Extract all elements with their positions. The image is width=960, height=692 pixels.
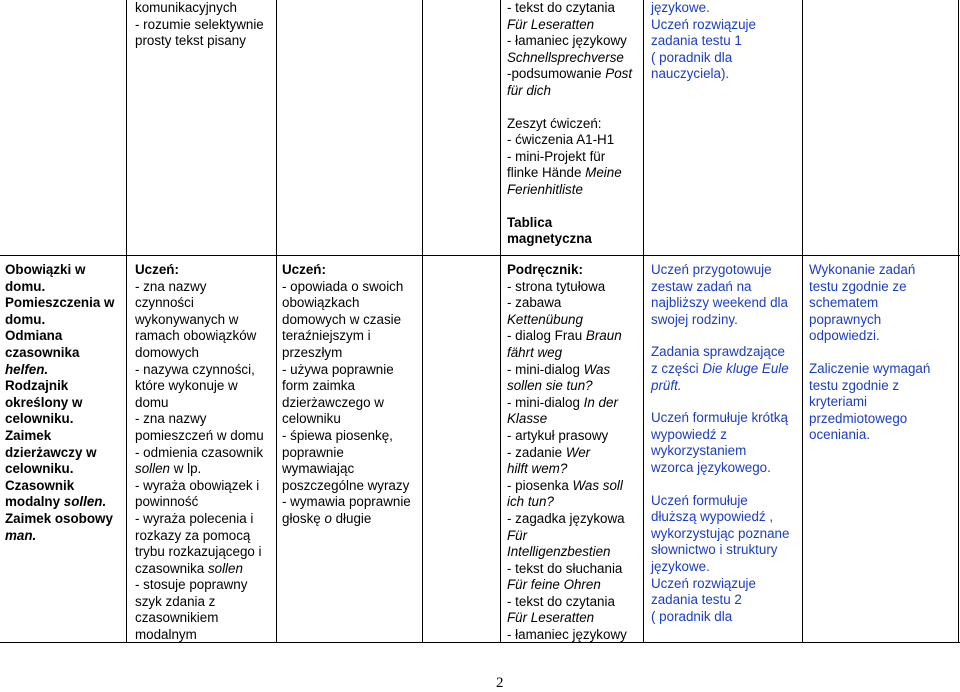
text-line — [282, 362, 411, 379]
line-text-italic: sollen — [207, 560, 243, 576]
line-text: -podsumowanie — [507, 66, 606, 82]
text-line — [282, 262, 411, 279]
text-line — [507, 511, 627, 528]
line-text: komunikacyjnych — [135, 0, 237, 15]
text-line — [135, 33, 264, 50]
line-text: oceniania. — [809, 427, 871, 443]
text-line — [5, 445, 114, 462]
text-line — [282, 411, 411, 428]
line-text: ( poradnik dla — [651, 608, 733, 624]
text-line — [507, 345, 627, 362]
line-text-italic: Wer — [565, 444, 591, 460]
line-text: - nazywa czynności, — [135, 361, 255, 377]
text-line — [809, 378, 930, 395]
blank-line — [651, 328, 789, 344]
line-text: zadania testu 1 — [651, 33, 742, 49]
column-divider — [643, 0, 644, 643]
line-text: Uczeń rozwiązuje — [651, 16, 756, 32]
cell-topics — [5, 262, 114, 544]
line-text: Zaimek osobowy — [5, 510, 113, 526]
text-line — [5, 494, 114, 511]
line-text: - wyraża polecenia i — [135, 510, 254, 526]
text-line — [282, 395, 411, 412]
column-divider — [500, 0, 501, 643]
line-text: - łamaniec językowy — [507, 627, 627, 643]
blank-line — [651, 477, 789, 493]
line-text: poprawnie — [282, 444, 344, 460]
line-text: wykonywanych w — [135, 311, 239, 327]
blank-line — [809, 345, 930, 361]
line-text: - rozumie selektywnie — [135, 16, 264, 32]
text-line — [651, 312, 789, 329]
line-text: teraźniejszym i — [282, 328, 371, 344]
line-text: wymawiając — [282, 461, 355, 477]
text-line — [651, 66, 756, 83]
line-text: Uczeń: — [282, 262, 326, 277]
text-line — [135, 594, 264, 611]
line-text: - artykuł prasowy — [507, 427, 609, 443]
text-line — [5, 279, 114, 296]
text-line — [809, 411, 930, 428]
line-text: - zabawa — [507, 295, 562, 311]
line-text: które wykonuje w — [135, 378, 238, 394]
line-text: magnetyczna — [507, 231, 592, 247]
line-text: Für feine Ohren — [507, 577, 601, 593]
text-line — [507, 577, 627, 594]
text-line — [809, 394, 930, 411]
text-line — [135, 428, 264, 445]
column-divider — [276, 0, 277, 643]
line-text: - stosuje poprawny — [135, 577, 248, 593]
text-line — [507, 594, 627, 611]
line-text: Klasse — [507, 411, 548, 427]
line-text: - wyraża obowiązek i — [135, 477, 260, 493]
text-line — [507, 295, 627, 312]
text-line — [651, 493, 789, 510]
text-line — [809, 295, 930, 312]
line-text: - piosenka — [507, 477, 573, 493]
cell-knowledge — [135, 262, 264, 644]
line-text: - śpiewa piosenkę, — [282, 427, 393, 443]
line-text: Zaimek — [5, 427, 52, 443]
line-text: czynności — [135, 295, 194, 311]
line-text: ich tun? — [507, 494, 554, 510]
text-line — [507, 627, 627, 644]
line-text: prüft. — [651, 377, 682, 393]
text-line — [651, 17, 756, 34]
line-text: flinke Hände — [507, 165, 586, 181]
line-text: Für Leseratten — [507, 16, 595, 32]
text-line — [135, 378, 264, 395]
cell-evaluation — [809, 262, 930, 444]
line-text: językowe. — [651, 0, 710, 15]
text-line — [507, 215, 632, 232]
line-text: fährt weg — [507, 344, 563, 360]
line-text: Czasownik — [5, 477, 75, 493]
line-text: - używa poprawnie — [282, 361, 394, 377]
text-line — [135, 627, 264, 644]
text-line — [5, 395, 114, 412]
text-line — [651, 460, 789, 477]
text-line — [651, 295, 789, 312]
line-text: modalnym — [135, 627, 197, 643]
line-text: Schnellsprechverse — [507, 49, 624, 65]
line-text: odpowiedzi. — [809, 328, 880, 344]
text-line — [282, 345, 411, 362]
line-text: czasownikiem — [135, 610, 219, 626]
line-text: Pomieszczenia w — [5, 295, 115, 311]
text-line — [507, 395, 627, 412]
text-line — [135, 0, 264, 17]
text-line — [282, 295, 411, 312]
column-divider — [422, 0, 423, 643]
line-text: powinność — [135, 494, 199, 510]
text-line — [651, 526, 789, 543]
text-line — [135, 312, 264, 329]
line-text: czasownika — [5, 344, 80, 360]
text-line — [135, 17, 264, 34]
text-line — [507, 262, 627, 279]
text-line — [507, 17, 632, 34]
line-text: słownictwo i struktury — [651, 542, 778, 558]
text-line — [135, 295, 264, 312]
line-text: Kettenübung — [507, 311, 583, 327]
text-line — [135, 362, 264, 379]
line-text: przeszłym — [282, 344, 343, 360]
text-line — [651, 443, 789, 460]
line-text: Podręcznik: — [507, 262, 583, 277]
cell-materials — [507, 262, 627, 644]
line-text: modalny — [5, 494, 64, 510]
text-line — [5, 295, 114, 312]
text-line — [135, 544, 264, 561]
text-line — [507, 610, 627, 627]
blank-line — [507, 199, 632, 215]
text-line — [651, 410, 789, 427]
text-line — [809, 262, 930, 279]
line-text: - strona tytułowa — [507, 278, 606, 294]
text-line — [282, 478, 411, 495]
line-text: ( poradnik dla — [651, 49, 733, 65]
line-text: Uczeń formułuje — [651, 492, 748, 508]
text-line — [507, 428, 627, 445]
line-text: głoskę — [282, 510, 325, 526]
line-text-italic: Braun — [585, 328, 622, 344]
text-line — [135, 445, 264, 462]
line-text: domu — [135, 394, 169, 410]
line-text: domu. — [5, 311, 46, 327]
line-text: sollen — [135, 461, 170, 477]
line-text-italic: Was — [583, 361, 611, 377]
line-text: testu zgodnie ze — [809, 278, 907, 294]
text-line — [135, 561, 264, 578]
text-line — [5, 312, 114, 329]
line-text: przedmiotowego — [809, 410, 908, 426]
column-divider — [802, 0, 803, 643]
text-line — [651, 361, 789, 378]
line-text: Uczeń rozwiązuje — [651, 575, 756, 591]
line-text: Uczeń: — [135, 262, 179, 277]
line-text: dłuższą wypowiedź , — [651, 509, 774, 525]
line-text-italic: o — [324, 510, 332, 526]
line-text: Odmiana — [5, 328, 63, 344]
line-text: Intelligenzbestien — [507, 544, 611, 560]
line-text: rozkazy za pomocą — [135, 527, 251, 543]
page-number: 2 — [496, 675, 504, 691]
text-line — [507, 561, 627, 578]
text-line — [5, 428, 114, 445]
text-line — [651, 279, 789, 296]
line-text-rest: w lp. — [170, 461, 202, 477]
line-text: zestaw zadań na — [651, 278, 752, 294]
text-line — [135, 528, 264, 545]
line-text: kryteriami — [809, 394, 868, 410]
text-line — [5, 262, 114, 279]
text-line — [651, 262, 789, 279]
line-text: wykorzystaniem — [651, 443, 747, 459]
text-line — [5, 345, 114, 362]
line-text: für dich — [507, 82, 551, 98]
line-text: językowe. — [651, 558, 710, 574]
line-text: - tekst do czytania — [507, 593, 615, 609]
cell-tasks — [651, 262, 789, 625]
line-text: Rodzajnik — [5, 378, 69, 394]
text-line — [135, 395, 264, 412]
text-line — [651, 0, 756, 17]
line-text: Zeszyt ćwiczeń: — [507, 115, 602, 131]
line-text: - tekst do czytania — [507, 0, 615, 15]
text-line — [282, 511, 411, 528]
text-line — [282, 428, 411, 445]
text-line — [507, 494, 627, 511]
text-line — [135, 577, 264, 594]
line-text: form zaimka — [282, 378, 355, 394]
text-line — [5, 461, 114, 478]
line-text: Wykonanie zadań — [809, 262, 916, 277]
line-text: dzierżawczego w — [282, 394, 384, 410]
text-line — [282, 461, 411, 478]
column-divider — [126, 0, 127, 643]
text-line — [507, 83, 632, 100]
text-line — [282, 312, 411, 329]
line-text: schematem — [809, 295, 879, 311]
text-line — [135, 262, 264, 279]
line-text: - zagadka językowa — [507, 510, 625, 526]
line-text: Obowiązki w — [5, 262, 86, 277]
text-line — [282, 494, 411, 511]
line-text: - mini-Projekt für — [507, 148, 606, 164]
text-line — [651, 576, 789, 593]
line-text: - zna nazwy — [135, 411, 207, 427]
row-divider — [0, 255, 960, 256]
text-line — [282, 378, 411, 395]
line-text: określony w — [5, 394, 83, 410]
top-cell-skills — [135, 0, 264, 50]
text-line — [651, 609, 789, 626]
text-line — [651, 592, 789, 609]
text-line — [651, 344, 789, 361]
text-line — [5, 511, 114, 528]
text-line — [5, 411, 114, 428]
line-text: - tekst do słuchania — [507, 560, 623, 576]
line-text: sollen sie tun? — [507, 378, 593, 394]
line-text-italic: Was soll — [572, 477, 623, 493]
line-text-italic: Die kluge Eule — [702, 360, 789, 376]
line-text: Uczeń przygotowuje — [651, 262, 772, 277]
line-text: swojej rodziny. — [651, 311, 738, 327]
line-text: najbliższy weekend dla — [651, 295, 788, 311]
line-text: domowych — [135, 344, 200, 360]
line-text: man. — [5, 527, 37, 543]
text-line — [651, 542, 789, 559]
line-text: celowniku. — [5, 461, 74, 477]
text-line — [651, 33, 756, 50]
text-line — [809, 279, 930, 296]
line-text-italic: In der — [583, 394, 618, 410]
line-text: wzorca językowego. — [651, 459, 771, 475]
line-text: celowniku — [282, 411, 341, 427]
text-line — [507, 50, 632, 67]
line-text: helfen. — [5, 361, 49, 377]
text-line — [651, 427, 789, 444]
blank-line — [651, 394, 789, 410]
text-line — [135, 411, 264, 428]
line-text: - odmienia czasownik — [135, 444, 264, 460]
text-line — [507, 66, 632, 83]
line-text: - mini-dialog — [507, 394, 584, 410]
line-text: celowniku. — [5, 411, 74, 427]
text-line — [507, 445, 627, 462]
line-text: ramach obowiązków — [135, 328, 257, 344]
line-text: pomieszczeń w domu — [135, 427, 264, 443]
text-line — [507, 544, 627, 561]
text-line — [507, 182, 632, 199]
text-line — [507, 461, 627, 478]
line-text: Tablica — [507, 214, 553, 230]
column-divider — [958, 0, 959, 643]
line-text: - łamaniec językowy — [507, 33, 627, 49]
text-line — [507, 362, 627, 379]
text-line — [135, 511, 264, 528]
line-text: szyk zdania z — [135, 593, 216, 609]
text-line — [507, 411, 627, 428]
line-text: wykorzystując poznane — [651, 525, 790, 541]
text-line — [135, 279, 264, 296]
text-line — [5, 378, 114, 395]
text-line — [507, 149, 632, 166]
line-text: wypowiedź z — [651, 426, 727, 442]
text-line — [135, 328, 264, 345]
text-line — [507, 312, 627, 329]
text-line — [507, 478, 627, 495]
top-cell-assessment — [651, 0, 756, 83]
line-text-italic: Meine — [585, 165, 622, 181]
cell-skills — [282, 262, 411, 528]
line-text: - wymawia poprawnie — [282, 494, 411, 510]
line-text: dzierżawczy w — [5, 444, 97, 460]
text-line — [809, 427, 930, 444]
text-line — [135, 610, 264, 627]
text-line — [135, 494, 264, 511]
line-text: - zadanie — [507, 444, 566, 460]
line-text: - dialog Frau — [507, 328, 586, 344]
line-text: domowych w czasie — [282, 311, 402, 327]
line-text: - zna nazwy — [135, 278, 207, 294]
line-text: testu zgodnie z — [809, 377, 900, 393]
text-line — [282, 279, 411, 296]
text-line — [651, 559, 789, 576]
line-text: poszczególne wyrazy — [282, 477, 410, 493]
text-line — [5, 528, 114, 545]
line-text: - mini-dialog — [507, 361, 584, 377]
line-text-italic: Post — [605, 66, 633, 82]
text-line — [507, 116, 632, 133]
line-text: czasownika — [135, 560, 208, 576]
text-line — [507, 0, 632, 17]
text-line — [507, 33, 632, 50]
line-text: Zadania sprawdzające — [651, 344, 785, 360]
text-line — [135, 461, 264, 478]
text-line — [282, 328, 411, 345]
line-text: prosty tekst pisany — [135, 33, 246, 49]
text-line — [507, 231, 632, 248]
line-text: z części — [651, 360, 703, 376]
text-line — [5, 328, 114, 345]
text-line — [651, 509, 789, 526]
text-line — [507, 165, 632, 182]
text-line — [507, 378, 627, 395]
line-text: hilft wem? — [507, 461, 568, 477]
line-text: - ćwiczenia A1-H1 — [507, 132, 615, 148]
blank-line — [507, 100, 632, 116]
text-line — [507, 328, 627, 345]
line-text: Zaliczenie wymagań — [809, 360, 931, 376]
line-text: - opowiada o swoich — [282, 278, 404, 294]
text-line — [135, 345, 264, 362]
line-text: domu. — [5, 278, 46, 294]
text-line — [507, 279, 627, 296]
text-line — [809, 312, 930, 329]
line-text: Uczeń formułuje krótką — [651, 410, 788, 426]
line-text: Für — [507, 527, 528, 543]
text-line — [651, 378, 789, 395]
line-text: poprawnych — [809, 311, 882, 327]
text-line — [5, 478, 114, 495]
line-text: Ferienhitliste — [507, 181, 583, 197]
text-line — [507, 528, 627, 545]
text-line — [809, 361, 930, 378]
line-text-rest: długie — [331, 510, 372, 526]
top-cell-materials — [507, 0, 632, 248]
text-line — [135, 478, 264, 495]
text-line — [507, 132, 632, 149]
text-line — [5, 362, 114, 379]
text-line — [651, 50, 756, 67]
text-line — [282, 445, 411, 462]
line-text: Für Leseratten — [507, 610, 595, 626]
line-text: nauczyciela). — [651, 66, 730, 82]
text-line — [809, 328, 930, 345]
line-text: trybu rozkazującego i — [135, 544, 262, 560]
line-text-italic: sollen. — [63, 494, 107, 510]
line-text: zadania testu 2 — [651, 592, 742, 608]
line-text: obowiązkach — [282, 295, 360, 311]
